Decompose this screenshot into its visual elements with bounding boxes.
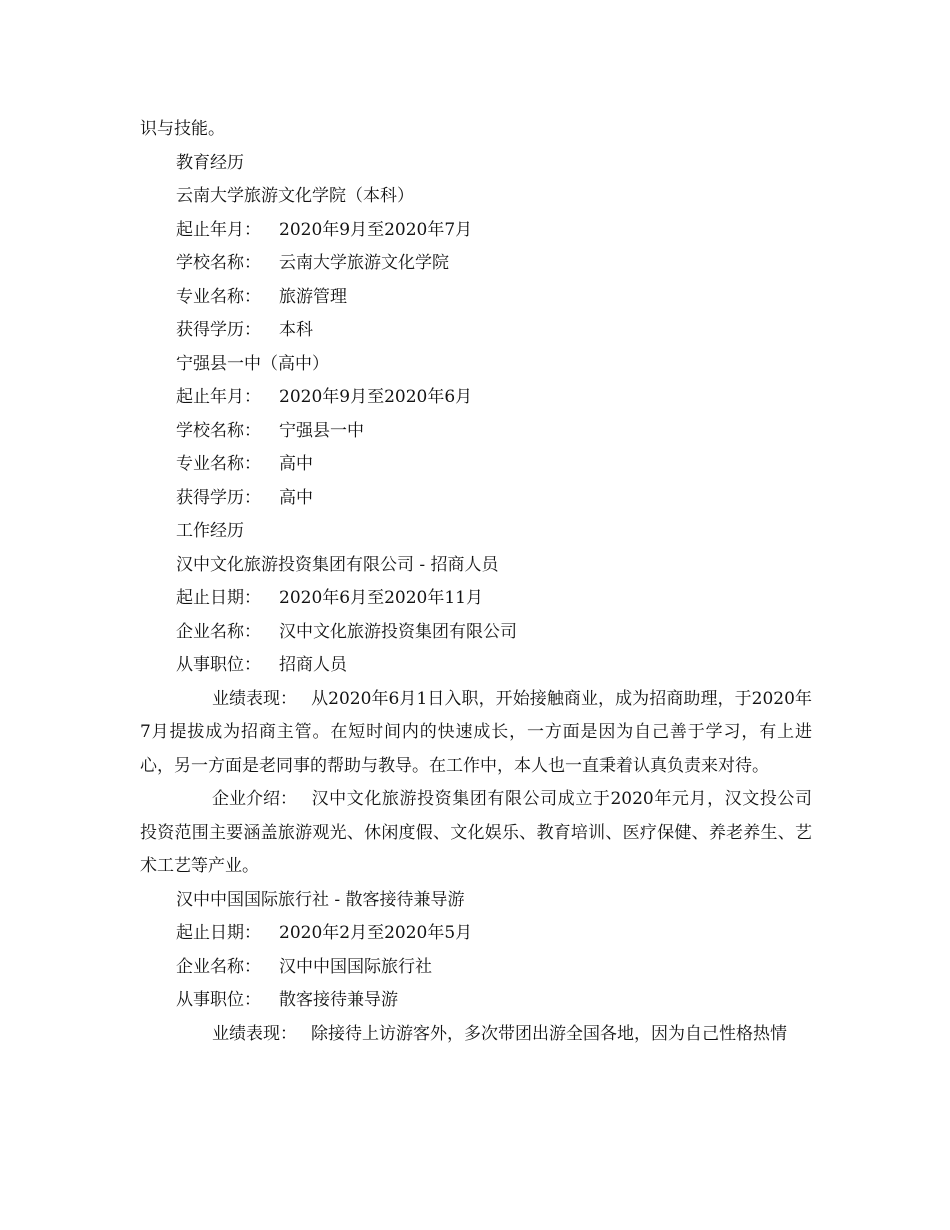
school-field <box>140 381 812 415</box>
field-label: 起止日期： <box>176 923 261 943</box>
school-field <box>140 482 812 516</box>
resume-content <box>140 113 812 1051</box>
field-value: 云南大学旅游文化学院 <box>279 253 449 273</box>
field-value: 本科 <box>279 320 313 340</box>
school-field <box>140 448 812 482</box>
school-field <box>140 214 812 248</box>
field-label: 获得学历： <box>176 487 261 508</box>
field-value: 高中 <box>279 454 313 474</box>
field-label: 专业名称： <box>176 286 261 307</box>
job-title: 汉中文化旅游投资集团有限公司 - 招商人员 <box>176 554 499 575</box>
performance-text: 除接待上访游客外，多次带团出游全国各地，因为自己性格热情 <box>311 1023 787 1044</box>
field-value: 2020年2月至2020年5月 <box>279 923 473 943</box>
field-label: 从事职位： <box>176 655 261 675</box>
field-label: 业绩表现： <box>212 688 297 709</box>
field-value: 汉中中国国际旅行社 <box>279 956 432 977</box>
field-value: 散客接待兼导游 <box>279 990 398 1010</box>
continuation-text: 识与技能。 <box>140 119 225 139</box>
field-label: 企业介绍： <box>212 789 297 809</box>
job-performance <box>140 1018 812 1052</box>
job-field <box>140 616 812 650</box>
field-label: 学校名称： <box>176 420 261 441</box>
field-value: 2020年9月至2020年7月 <box>279 219 473 240</box>
field-value: 旅游管理 <box>279 286 347 307</box>
intro-text: 汉中文化旅游投资集团有限公司成立于2020年元月，汉文投公司投资范围主要涵盖旅游观光、休闲度假、文化娱乐、教育培训、医疗保健、养老养生、艺术工艺等产业。 <box>140 789 812 876</box>
field-value: 汉中文化旅游投资集团有限公司 <box>279 621 517 642</box>
field-label: 企业名称： <box>176 956 261 977</box>
field-value: 招商人员 <box>279 655 347 675</box>
job-field <box>140 984 812 1018</box>
job-field <box>140 649 812 683</box>
field-value: 2020年9月至2020年6月 <box>279 387 473 407</box>
performance-text: 从2020年6月1日入职，开始接触商业，成为招商助理，于2020年7月提拔成为招商主管。在短时间内的快速成长，一方面是因为自己善于学习，有上进心，另一方面是老同事的帮助与教导。在工作中，本人也一直秉着认真负责来对待。 <box>140 688 812 776</box>
education-heading: 教育经历 <box>176 152 244 173</box>
job-performance <box>140 683 812 784</box>
field-label: 起止年月： <box>176 219 261 240</box>
school-field <box>140 281 812 315</box>
school-field <box>140 247 812 281</box>
school-field <box>140 314 812 348</box>
school-title: 云南大学旅游文化学院（本科） <box>176 186 414 206</box>
work-heading: 工作经历 <box>176 521 244 541</box>
field-label: 业绩表现： <box>212 1023 297 1044</box>
job-field <box>140 582 812 616</box>
field-label: 企业名称： <box>176 621 261 642</box>
company-intro <box>140 783 812 884</box>
school-field <box>140 415 812 449</box>
field-value: 高中 <box>279 487 313 508</box>
job-field <box>140 917 812 951</box>
field-label: 专业名称： <box>176 454 261 474</box>
field-label: 起止年月： <box>176 387 261 407</box>
school-title: 宁强县一中（高中） <box>176 353 329 374</box>
field-value: 宁强县一中 <box>279 420 364 441</box>
field-label: 学校名称： <box>176 253 261 273</box>
field-label: 从事职位： <box>176 990 261 1010</box>
job-title: 汉中中国国际旅行社 - 散客接待兼导游 <box>176 889 465 910</box>
field-label: 起止日期： <box>176 588 261 608</box>
field-label: 获得学历： <box>176 320 261 340</box>
field-value: 2020年6月至2020年11月 <box>279 588 483 608</box>
job-field <box>140 951 812 985</box>
